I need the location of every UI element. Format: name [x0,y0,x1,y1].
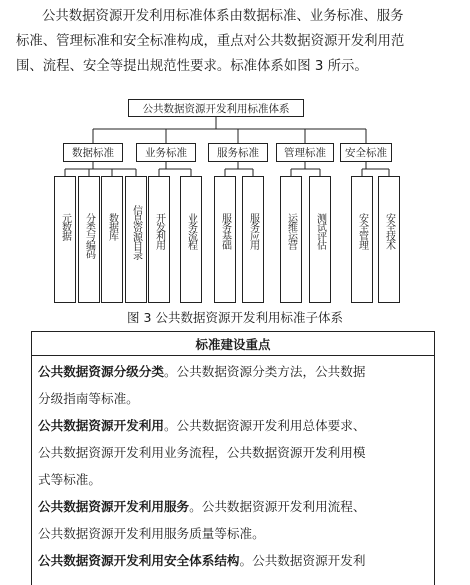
leaf-node [125,176,147,303]
key-line [38,547,428,574]
leaf-node [242,176,264,303]
root-node-label: 公共数据资源开发利用标准体系 [142,102,290,115]
key-line-text: 。公共数据资源开发利用流程、 [189,499,366,514]
key-line [38,385,428,412]
key-line [38,439,428,466]
key-line-text: 公共数据资源开发利用服务质量等标准。 [38,526,265,541]
key-line-text: 公共数据资源开发利用业务流程，公共数据资源开发利用模 [38,445,366,460]
category-label: 安全标准 [345,147,387,159]
key-line-text: 分级指南等标准。 [38,391,139,406]
leaf-node [280,176,302,303]
category-business-standard [136,143,196,162]
key-line [38,358,428,385]
leaf-node [78,176,100,303]
category-data-standard [63,143,123,162]
leaf-label: 分类与编码 [83,213,95,258]
leaf-label: 开发利用 [153,213,165,249]
intro-line: 围、流程、安全等提出规范性要求。标准体系如图 3 所示。 [16,59,368,74]
standards-hierarchy-diagram [0,92,470,302]
key-line-text: 式等标准。 [38,472,101,487]
intro-paragraph [16,4,456,79]
key-points-box [31,331,435,585]
key-line-bold: 公共数据资源分级分类 [38,364,164,379]
key-line [38,412,428,439]
leaf-label: 服务基础 [219,213,231,249]
key-line-text: 。公共数据资源分类方法，公共数据 [163,364,366,379]
key-line-text: 。公共数据资源开发利 [239,553,366,568]
key-line-bold: 公共数据资源开发利用 [38,418,164,433]
leaf-node [309,176,331,303]
leaf-node [351,176,373,303]
leaf-label: 数据库 [106,213,118,240]
key-points-body [32,356,434,574]
leaf-label: 安全管理 [356,213,368,249]
leaf-node [148,176,170,303]
leaf-label: 信息资源目录 [130,205,142,259]
category-label: 管理标准 [284,147,326,159]
leaf-node [214,176,236,303]
root-node [128,99,304,117]
intro-line: 公共数据资源开发利用标准体系由数据标准、业务标准、服务 [42,9,404,24]
key-line [38,520,428,547]
leaf-label: 安全技术 [383,213,395,249]
leaf-label: 业务流程 [185,213,197,249]
figure-caption: 图 3 公共数据资源开发利用标准子体系 [127,310,343,325]
key-line-text: 。公共数据资源开发利用总体要求、 [163,418,366,433]
category-management-standard [276,143,334,162]
category-label: 业务标准 [145,147,187,159]
category-service-standard [208,143,268,162]
key-line-bold: 公共数据资源开发利用服务 [38,499,190,514]
key-points-title: 标准建设重点 [32,332,434,356]
category-label: 数据标准 [72,147,114,159]
leaf-label: 服务应用 [247,213,259,249]
leaf-node [180,176,202,303]
leaf-node [101,176,123,303]
intro-line: 标准、管理标准和安全标准构成，重点对公共数据资源开发利用范 [16,34,405,49]
leaf-node [54,176,76,303]
leaf-label: 运维运营 [285,213,297,249]
leaf-label: 测试评估 [314,213,326,249]
leaf-label: 元数据 [59,213,71,240]
category-security-standard [340,143,392,162]
key-line [38,466,428,493]
key-line [38,493,428,520]
key-line-bold: 公共数据资源开发利用安全体系结构 [38,553,240,568]
category-label: 服务标准 [217,147,259,159]
leaf-node [378,176,400,303]
